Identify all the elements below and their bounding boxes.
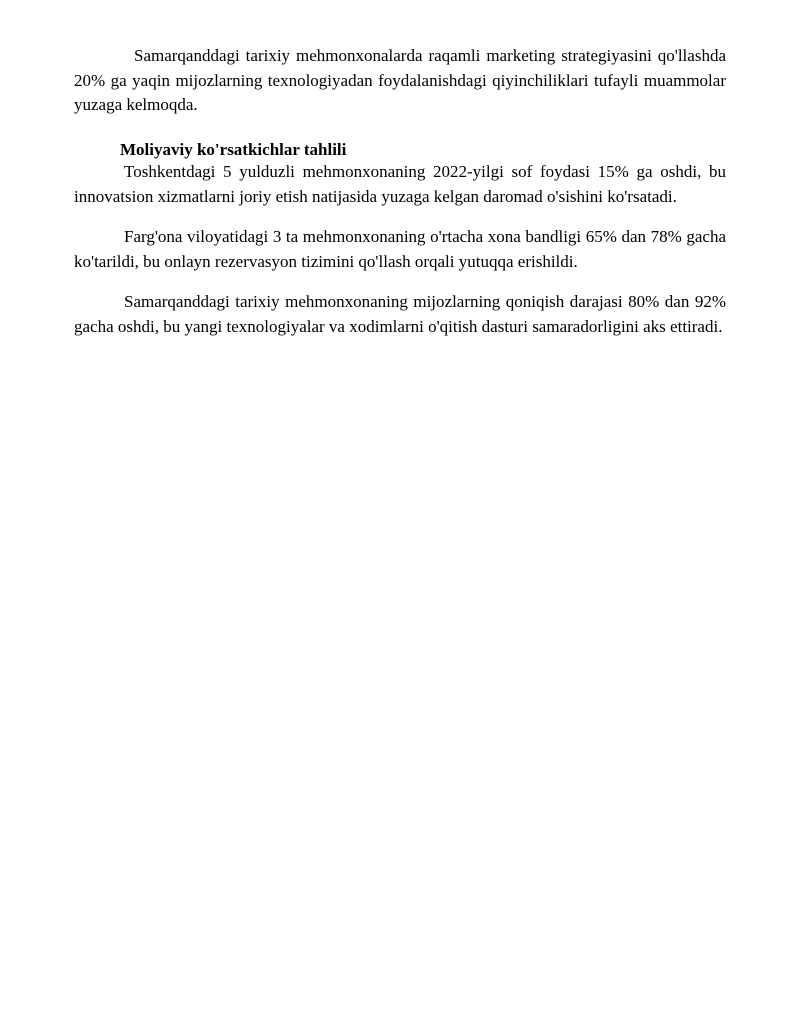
paragraph-samarkand: Samarqanddagi tarixiy mehmonxonaning mijozlarning qoniqish darajasi 80% dan 92% gacha oshdi, bu yangi texnologiyalar va xodimlarni o'qitish dasturi samaradorligini aks ettiradi. bbox=[74, 292, 726, 336]
section-heading: Moliyaviy ko'rsatkichlar tahlili bbox=[120, 140, 347, 159]
paragraph-tashkent: Toshkentdagi 5 yulduzli mehmonxonaning 2022-yilgi sof foydasi 15% ga oshdi, bu innovatsion xizmatlarni joriy etish natijasida yuzaga kelgan daromad o'sishini ko'rsatadi. bbox=[74, 162, 726, 206]
paragraph-intro: Samarqanddagi tarixiy mehmonxonalarda raqamli marketing strategiyasini qo'llashda 20% ga yaqin mijozlarning texnologiyadan foydalanishdagi qiyinchiliklari tufayli muammolar yuzaga kelmoqda. bbox=[74, 46, 726, 114]
paragraph-fergana: Farg'ona viloyatidagi 3 ta mehmonxonaning o'rtacha xona bandligi 65% dan 78% gacha ko'tarildi, bu onlayn rezervasyon tizimini qo'llash orqali yutuqqa erishildi. bbox=[74, 227, 726, 271]
